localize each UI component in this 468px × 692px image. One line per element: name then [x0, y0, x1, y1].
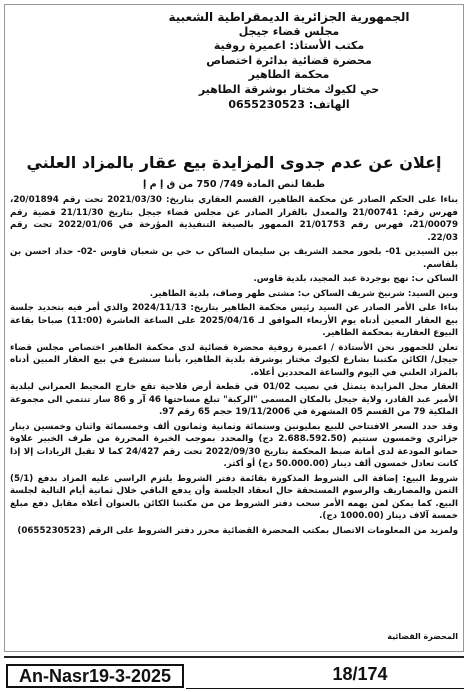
paragraph-conditions: شروط البيع: إضافة الى الشروط المذكورة بقائمة دفتر الشروط يلتزم الراسي عليه المزاد بدفع (5/1) الثمن والمصاريف والرسوم المستحقة حال انعقاد الجلسة وأن يدفع الباقي خلال ثمانية أيام التالية لجلسة البيع. كما يمكن لمن يهمه الأمر سحب دفتر الشروط من من مكتبنا الكائن بالعنوان أعلاه مقابل دفع مبلغ خمسة آلاف دينار (1000.00 دج).: [10, 473, 458, 521]
paragraph-announcement: تعلن للجمهور نحن الأستاذة / اعميرة روفية محضرة قضائية لدى محكمة الطاهير اختصاص مجلس قضاء جيجل/ الكائن مكتبنا بشارع لكيوك مختار بوشرقة بلدية الطاهير، بأننا سنشرع في بيع العقار المبين أدناه بالمزاد العلني في اليوم والساعة المحددين أعلاه.: [10, 342, 458, 378]
header-office: مكتب الأستاذ: اعميرة روفية: [213, 39, 365, 53]
paragraph-order: بناءا على الأمر الصادر عن السيد رئيس محكمة الطاهير بتاريخ: 2024/11/13 والذي أمر فيه بتحديد جلسة بيع العقار المعين أدناه يوم الأربعاء الموافق لـ 2025/04/16 على الساعة العاشرة (11:00) صباحا بقاعة البيوع العقارية بمحكمة الطاهير.: [10, 303, 458, 338]
notice-subtitle: طبقا لنص المادة 749/ 750 من ق إ م إ: [143, 179, 325, 190]
notice-body: [10, 194, 458, 539]
page-footer: [4, 656, 464, 688]
paragraph-price: وقد حدد السعر الافتتاحي للبيع بمليونين وستمائة وثمانية وثمانون ألف وخمسمائة واثنان وخمسين دينار جزائري وخمسون سنتيم (2.688.592.50 دج) والمحدد بموجب الخبرة المحررة من طرف الخبير علاوة حمانو المودعة لدى أمانة ضبط المحكمة بتاريخ 2022/09/30 تحت رقم 24/427 كما لا تقبل الزيادات إلا إذا كانت تعادل خمسون ألف دينار (50.000.00 دج) أو أكثر.: [10, 421, 459, 469]
phone-number: 0655230523: [228, 97, 305, 111]
paragraph-residence: الساكن ب: نهج بوجردة عبد المجيد، بلدية قاوس.: [253, 274, 458, 284]
signature: المحضرة القضائية: [387, 632, 458, 641]
paragraph-contact: ولمزيد من المعلومات الاتصال بمكتب المحضرة القضائية محرر دفتر الشروط على الرقم (0655230523): [17, 525, 458, 536]
header-republic: الجمهورية الجزائرية الديمقراطية الشعبية: [168, 10, 410, 24]
page-number: 18/174: [332, 664, 388, 684]
header-court: محكمة الطاهير: [248, 68, 330, 82]
footer-rule: [186, 688, 464, 689]
phone-label: الهاتف:: [308, 97, 350, 111]
publication-date: An-Nasr19-3-2025: [6, 664, 184, 688]
paragraph-property: العقار محل المزايدة يتمثل في نصيب 01/02 في قطعة أرض فلاحية تقع خارج المحيط العمراني لبلدية الأمير عبد القادر، ولاية جيجل بالمكان المسمى "الركبة" تبلغ مساحتها 46 آر و 86 سار تنتمي الى مجموعة الملكية 79 من القسم 05 المشهرة في 19/11/2006 حجم 65 رقم 97.: [10, 382, 459, 417]
notice-header: [124, 10, 454, 112]
header-address: حي لكيوك مختار بوشرقة الطاهير: [198, 82, 380, 96]
paragraph-judgment: بناءا على الحكم الصادر عن محكمة الطاهير، القسم العقاري بتاريخ: 2021/03/30 تحت رقم 20/01894، فهرس رقم: 21/00741 والمعدل بالقرار الصادر عن مجلس قضاء جيجل بتاريخ 21/11/30 قضية رقم 21/00079، فهرس رقم 21/01753 الممهور بالصيغة التنفيذية المؤرخة في 2022/01/06 تحت رقم 22/03.: [10, 195, 458, 243]
notice-title: إعلان عن عدم جدوى المزايدة بيع عقار بالمزاد العلني: [26, 153, 442, 172]
paragraph-parties: بين السيدين 01- بلحور محمد الشريف بن سليمان الساكن ب حي بن شعبان قاوس -02- حداد احسن بن بلقاسم.: [10, 247, 459, 270]
header-court-council: مجلس قضاء جيجل: [238, 24, 340, 38]
header-phone-line: [124, 98, 454, 113]
header-bailiff: محضرة قضائية بدائرة اختصاص: [206, 53, 372, 67]
paragraph-defendant: وبين السيد: شرنيخ شريف الساكن ب: مشتى طهر وصاف، بلدية الطاهير.: [149, 288, 458, 299]
